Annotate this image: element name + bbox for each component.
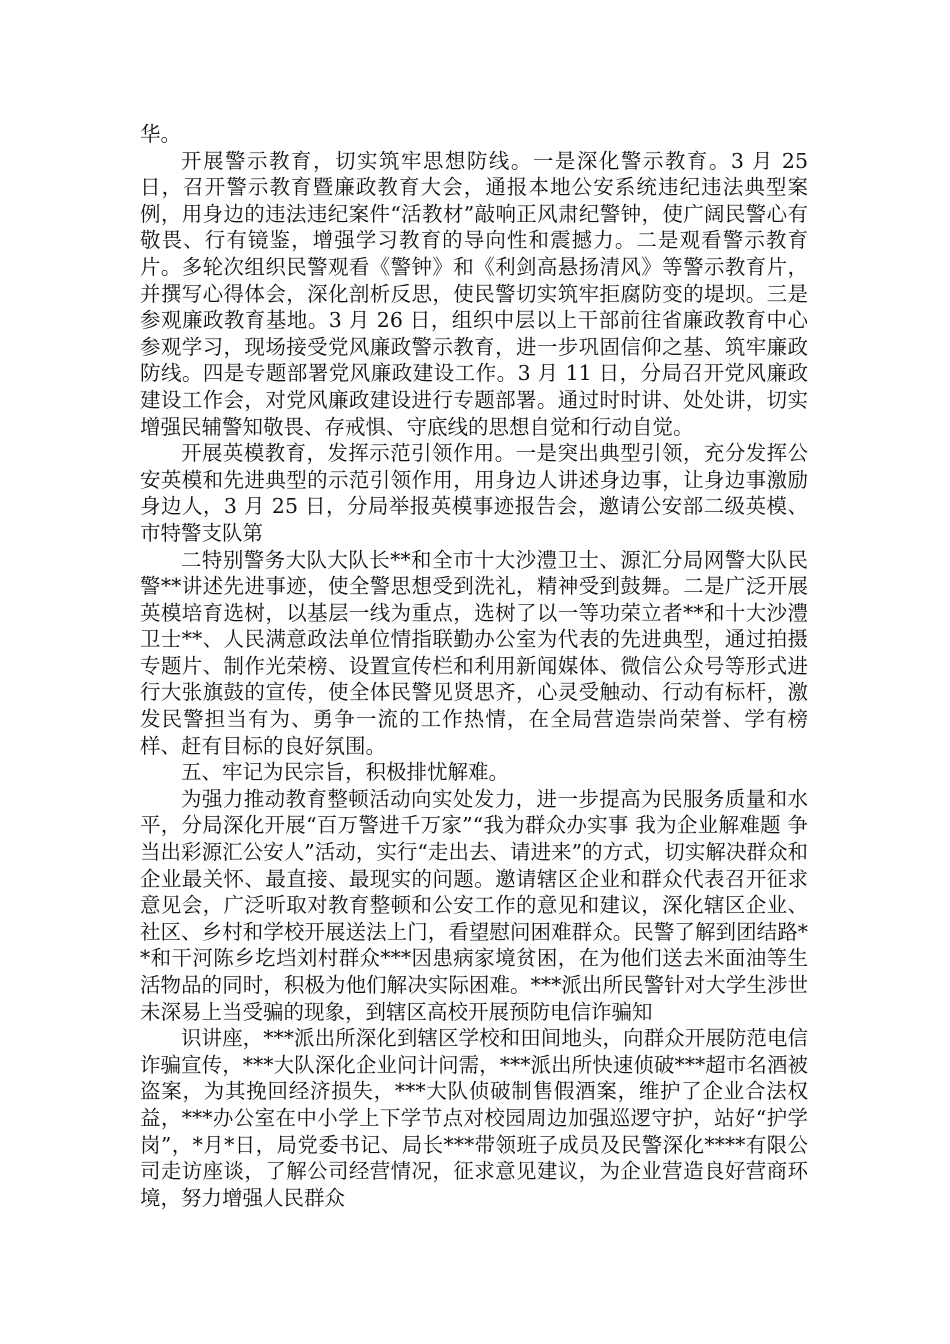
document-body	[140, 121, 808, 1211]
paragraph-serve-people: 为强力推动教育整顿活动向实处发力，进一步提高为民服务质量和水平，分局深化开展“百万警进千万家”“我为群众办实事 我为企业解难题 争当出彩源汇公安人”活动，实行“走出去、请进来”的方式，切实解决群众和企业最关怀、最直接、最现实的问题。邀请辖区企业和群众代表召开征求意见会，广泛听取对教育整顿和公安工作的意见和建议，深化辖区企业、社区、乡村和学校开展送法上门，看望慰问困难群众。民警了解到团结路**和干河陈乡圪垱刘村群众***因患病家境贫困，在为他们送去米面油等生活物品的同时，积极为他们解决实际困难。***派出所民警针对大学生涉世未深易上当受骗的现象，到辖区高校开展预防电信诈骗知	[140, 786, 808, 1024]
paragraph-warning-education: 开展警示教育，切实筑牢思想防线。一是深化警示教育。3 月 25 日，召开警示教育暨廉政教育大会，通报本地公安系统违纪违法典型案例，用身边的违法违纪案件“活教材”敲响正风肃纪警钟，使广阔民警心有敬畏、行有镜鉴，增强学习教育的导向性和震撼力。二是观看警示教育片。多轮次组织民警观看《警钟》和《利剑高悬扬清风》等警示教育片，并撰写心得体会，深化剖析反思，使民警切实筑牢拒腐防变的堤坝。三是参观廉政教育基地。3 月 26 日，组织中层以上干部前往省廉政教育中心参观学习，现场接受党风廉政警示教育，进一步巩固信仰之基、筑牢廉政防线。四是专题部署党风廉政建设工作。3 月 11 日，分局召开党风廉政建设工作会，对党风廉政建设进行专题部署。通过时时讲、处处讲，切实增强民辅警知敬畏、存戒惧、守底线的思想自觉和行动自觉。	[140, 148, 808, 439]
paragraph-model-education-continued: 二特别警务大队大队长**和全市十大沙澧卫士、源汇分局网警大队民警**讲述先进事迹，使全警思想受到洗礼，精神受到鼓舞。二是广泛开展英模培育选树，以基层一线为重点，选树了以一等功荣立者**和十大沙澧卫士**、人民满意政法单位情指联勤办公室为代表的先进典型，通过拍摄专题片、制作光荣榜、设置宣传栏和利用新闻媒体、微信公众号等形式进行大张旗鼓的宣传，使全体民警见贤思齐，心灵受触动、行动有标杆，激发民警担当有为、勇争一流的工作热情，在全局营造崇尚荣誉、学有榜样、赶有目标的良好氛围。	[140, 547, 808, 758]
section-heading-five: 五、牢记为民宗旨，积极排忧解难。	[181, 760, 509, 785]
paragraph-continuation: 华。	[140, 122, 181, 146]
paragraph-model-education: 开展英模教育，发挥示范引领作用。一是突出典型引领，充分发挥公安英模和先进典型的示范引领作用，用身边人讲述身边事，让身边事激励身边人，3 月 25 日，分局举报英模事迹报告会，邀请公安部二级英模、市特警支队第	[140, 441, 808, 545]
paragraph-serve-people-continued: 识讲座，***派出所深化到辖区学校和田间地头，向群众开展防范电信诈骗宣传，***大队深化企业问计问需，***派出所快速侦破***超市名酒被盗案，为其挽回经济损失，***大队侦破制售假酒案，维护了企业合法权益，***办公室在中小学上下学节点对校园周边加强巡逻守护，站好“护学岗”，*月*日，局党委书记、局长***带领班子成员及民警深化****有限公司走访座谈，了解公司经营情况，征求意见建议，为企业营造良好营商环境，努力增强人民群众	[140, 1026, 808, 1210]
